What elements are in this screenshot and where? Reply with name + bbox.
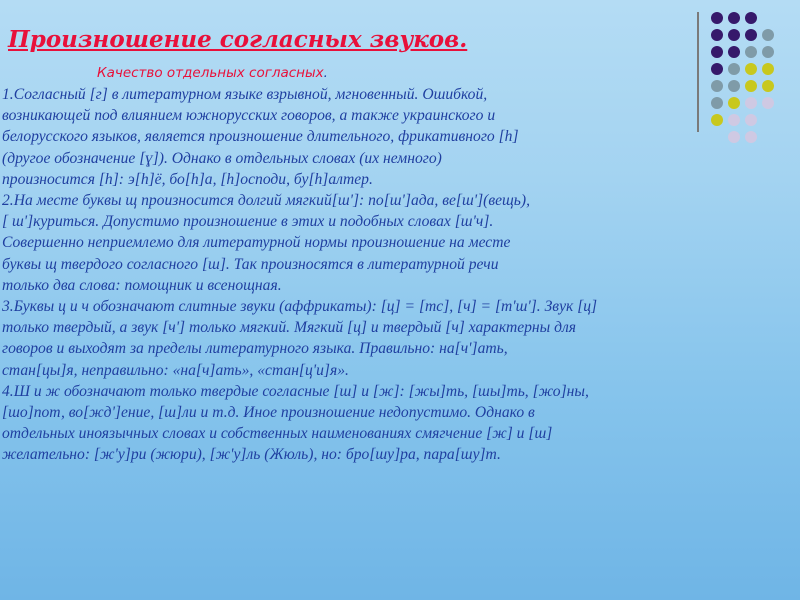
decor-dot xyxy=(728,29,740,41)
slide-body xyxy=(2,84,797,466)
decor-dot xyxy=(728,80,740,92)
decor-dot xyxy=(745,80,757,92)
decor-dot xyxy=(728,114,740,126)
body-line: белорусского языков, является произношение длительного, фрикативного [h] xyxy=(2,128,519,146)
decor-dot xyxy=(745,46,757,58)
decor-dot xyxy=(745,12,757,24)
decor-dot xyxy=(728,131,740,143)
decor-dot xyxy=(728,12,740,24)
body-line: только два слова: помощник и всенощная. xyxy=(2,276,282,294)
body-line: 1.Согласный [г] в литературном языке взрывной, мгновенный. Ошибкой, xyxy=(2,86,488,103)
decor-dot xyxy=(745,63,757,75)
decor-dot xyxy=(711,29,723,41)
body-line: отдельных иноязычных словах и собственных наименованиях смягчение [ж] и [ш] xyxy=(2,425,553,443)
decor-dot xyxy=(745,29,757,41)
body-line: 2.На месте буквы щ произносится долгий мягкий[ш']: по[ш']ада, ве[ш'](вещь), xyxy=(2,192,530,210)
decor-dot xyxy=(711,114,723,126)
decor-dot xyxy=(711,80,723,92)
slide-subtitle xyxy=(97,65,328,81)
decor-dot xyxy=(762,97,774,109)
body-line: желательно: [ж'у]ри (жюри), [ж'у]ль (Жюль), но: бро[шу]ра, пара[шу]т. xyxy=(2,446,501,464)
body-line: буквы щ твердого согласного [ш]. Так произносятся в литературной речи xyxy=(2,255,499,273)
body-line: произносится [h]: э[h]ё, бо[h]а, [h]осподи, бу[h]алтер. xyxy=(2,170,373,188)
body-line: Совершенно неприемлемо для литературной нормы произношение на месте xyxy=(2,234,511,252)
decor-dot xyxy=(745,114,757,126)
body-line: (другое обозначение [ɣ]). Однако в отдельных словах (их немного) xyxy=(2,149,442,167)
decor-dot xyxy=(711,97,723,109)
decor-dot xyxy=(711,12,723,24)
decor-dot xyxy=(728,63,740,75)
subtitle-text: Качество отдельных согласных xyxy=(97,65,324,81)
decor-dot xyxy=(728,46,740,58)
decor-dot xyxy=(762,63,774,75)
body-line: говоров и выходят за пределы литературного языка. Правильно: на[ч']ать, xyxy=(2,340,508,358)
body-line: только твердый, а звук [ч'] только мягкий. Мягкий [ц] и твердый [ч] характерны для xyxy=(2,319,577,337)
decor-dot xyxy=(762,29,774,41)
decor-dot xyxy=(711,46,723,58)
decor-dot xyxy=(745,97,757,109)
decor-dot xyxy=(711,63,723,75)
body-line: [шо]пот, во[жд']ение, [ш]ли и т.д. Иное произношение недопустимо. Однако в xyxy=(2,404,535,422)
decor-vertical-line xyxy=(697,12,699,132)
body-line: возникающей под влиянием южнорусских говоров, а также украинского и xyxy=(2,107,496,125)
body-line: 4.Ш и ж обозначают только твердые согласные [ш] и [ж]: [жы]ть, [шы]ть, [жо]ны, xyxy=(2,382,589,400)
body-line: стан[цы]я, неправильно: «на[ч]ать», «стан[ц'и]я». xyxy=(2,361,349,379)
body-line: [ ш']куриться. Допустимо произношение в этих и подобных словах [ш'ч]. xyxy=(2,213,494,231)
decor-dot xyxy=(762,46,774,58)
decor-dot xyxy=(762,80,774,92)
subtitle-period: . xyxy=(323,65,328,81)
decor-dot xyxy=(728,97,740,109)
decor-dot xyxy=(745,131,757,143)
body-line: 3.Буквы ц и ч обозначают слитные звуки (аффрикаты): [ц] = [тс], [ч] = [т'ш']. Звук [ц] xyxy=(2,298,598,316)
slide-title: Произношение согласных звуков. xyxy=(8,26,468,53)
